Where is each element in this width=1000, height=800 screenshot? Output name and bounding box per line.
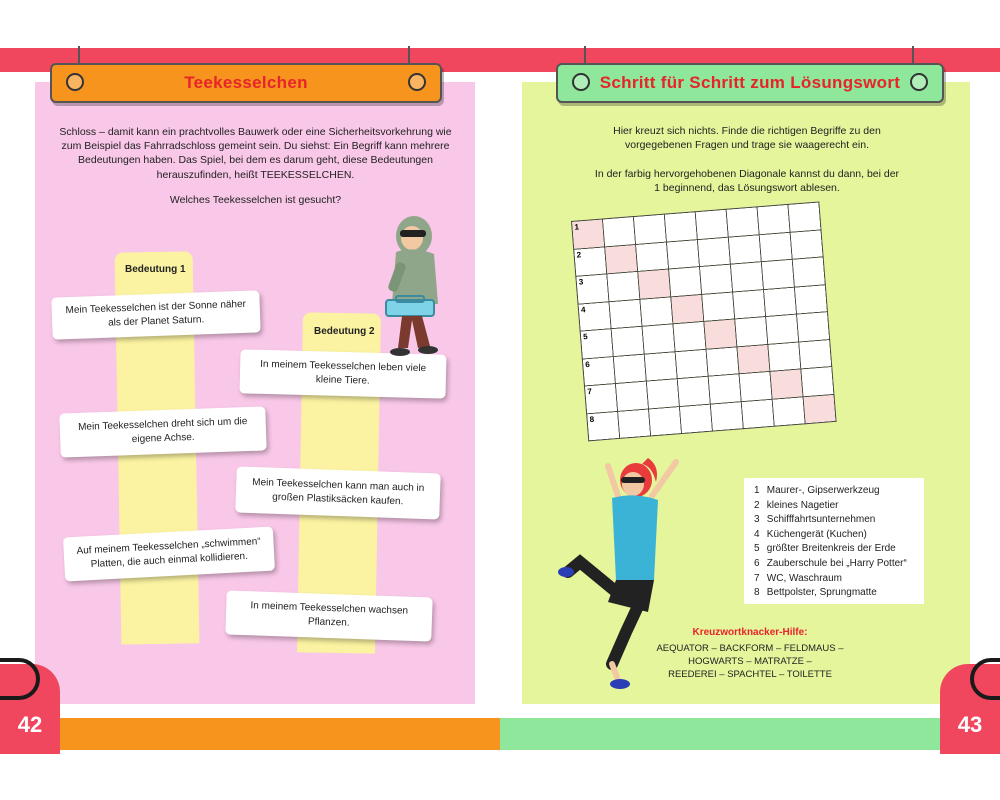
scribble-decoration	[970, 658, 1000, 700]
grid-cell[interactable]	[770, 369, 803, 399]
row-number: 7	[587, 386, 593, 397]
grid-cell[interactable]	[794, 284, 827, 314]
instructions-text: In der farbig hervorgehobenen Diagonale kannst du dann, bei der 1 beginnend, das Lösungswort ablesen.	[594, 168, 900, 195]
helper-line: AEQUATOR – BACKFORM – FELDMAUS –	[656, 643, 844, 654]
meaning-card: In meinem Teekesselchen leben viele kleine Tiere.	[239, 349, 446, 398]
grid-cell[interactable]	[763, 287, 796, 317]
grid-cell[interactable]	[669, 267, 702, 297]
page-title: Schritt für Schritt zum Lösungswort	[599, 73, 901, 92]
grid-cell[interactable]	[580, 329, 613, 359]
clue-item: 2 kleines Nagetier	[754, 499, 839, 511]
page-corner-left	[0, 664, 60, 754]
page-number-left: 42	[17, 712, 43, 737]
grid-cell[interactable]	[609, 299, 642, 329]
grid-cell[interactable]	[796, 312, 829, 342]
clue-item: 5 größter Breitenkreis der Erde	[754, 543, 896, 555]
grid-cell[interactable]	[675, 349, 708, 379]
helper-title: Kreuzwortknacker-Hilfe:	[692, 627, 808, 638]
grid-cell[interactable]	[644, 351, 677, 381]
grid-cell[interactable]	[728, 234, 761, 264]
grid-cell[interactable]	[730, 262, 763, 292]
clue-item: 3 Schifffahrtsunternehmen	[754, 514, 876, 526]
grid-cell[interactable]	[702, 292, 735, 322]
title-sign-left	[50, 63, 442, 103]
grid-cell[interactable]	[642, 324, 675, 354]
grid-cell[interactable]	[697, 237, 730, 267]
grid-cell[interactable]	[679, 404, 712, 434]
grid-cell[interactable]	[611, 326, 644, 356]
grid-cell[interactable]	[582, 356, 615, 386]
grid-cell[interactable]	[578, 301, 611, 331]
grid-cell[interactable]	[803, 394, 836, 424]
grid-cell[interactable]	[792, 257, 825, 287]
grid-cell[interactable]	[761, 259, 794, 289]
grid-cell[interactable]	[646, 379, 679, 409]
bottom-band-left	[0, 718, 500, 750]
grid-cell[interactable]	[615, 381, 648, 411]
grid-cell[interactable]	[759, 232, 792, 262]
grid-cell[interactable]	[576, 274, 609, 304]
page-corner-right	[940, 664, 1000, 754]
grid-cell[interactable]	[801, 366, 834, 396]
nail-icon	[66, 73, 84, 91]
grid-cell[interactable]	[677, 376, 710, 406]
thief-kid-illustration	[378, 212, 448, 362]
grid-cell[interactable]	[790, 229, 823, 259]
grid-cell[interactable]	[607, 271, 640, 301]
grid-cell[interactable]	[602, 217, 635, 247]
meaning-card: Auf meinem Teekesselchen „schwimmen“ Platten, die auch einmal kollidieren.	[63, 527, 275, 582]
grid-cell[interactable]	[708, 374, 741, 404]
row-number: 1	[574, 222, 580, 232]
nail-icon	[910, 73, 928, 91]
clue-item: 4 Küchengerät (Kuchen)	[754, 528, 867, 540]
clue-item: 1 Maurer-, Gipserwerkzeug	[754, 485, 880, 496]
crossword-grid	[571, 201, 837, 441]
nail-icon	[572, 73, 590, 91]
grid-cell[interactable]	[638, 269, 671, 299]
grid-cell[interactable]	[584, 384, 617, 414]
clue-list	[744, 478, 924, 604]
helper-words	[610, 642, 890, 681]
meaning-card: Mein Teekesselchen dreht sich um die eigene Achse.	[59, 406, 266, 457]
grid-cell[interactable]	[640, 296, 673, 326]
meaning-card: Mein Teekesselchen ist der Sonne näher als der Planet Saturn.	[51, 290, 260, 339]
grid-cell[interactable]	[710, 401, 743, 431]
meaning-card: In meinem Teekesselchen wachsen Pflanzen.	[225, 590, 432, 641]
grid-cell[interactable]	[768, 342, 801, 372]
clue-item: 8 Bettpolster, Sprungmatte	[754, 587, 877, 599]
grid-cell[interactable]	[733, 289, 766, 319]
grid-cell[interactable]	[737, 344, 770, 374]
row-number: 3	[578, 277, 584, 287]
grid-cell[interactable]	[726, 207, 759, 237]
grid-cell[interactable]	[695, 209, 728, 239]
title-sign-right	[556, 63, 944, 103]
page-number-right: 43	[957, 712, 983, 737]
scribble-decoration	[0, 658, 40, 700]
helper-line: HOGWARTS – MATRATZE –	[688, 656, 812, 667]
page-title: Teekesselchen	[184, 73, 308, 92]
instructions-text: Hier kreuzt sich nichts. Finde die richtigen Begriffe zu den vorgegebenen Fragen und trage sie waagerecht ein.	[613, 125, 881, 152]
row-number: 5	[582, 332, 588, 342]
grid-cell[interactable]	[613, 354, 646, 384]
grid-cell[interactable]	[673, 321, 706, 351]
nail-icon	[408, 73, 426, 91]
row-number: 6	[584, 359, 591, 369]
question-text: Welches Teekesselchen ist gesucht?	[169, 194, 342, 206]
grid-cell[interactable]	[704, 319, 737, 349]
row-number: 8	[589, 414, 595, 424]
grid-cell[interactable]	[772, 396, 805, 426]
grid-cell[interactable]	[633, 214, 666, 244]
grid-cell[interactable]	[664, 212, 697, 242]
meaning2-label: Bedeutung 2	[314, 326, 375, 337]
grid-cell[interactable]	[757, 204, 790, 234]
intro-text: Schloss – damit kann ein prachtvolles Bauwerk oder eine Sicherheitsvorkehrung wie zum Beispiel das Fahrradschloss gemeint sein. Du siehst: Ein Begriff kann mehrere Bedeutungen haben. Das Spiel, bei dem es darum geht, diese Bedeutungen herauszufinden, heißt TEEKESSELCHEN.	[59, 126, 452, 181]
grid-cell[interactable]	[587, 411, 620, 441]
bottom-band-right	[500, 718, 1000, 750]
grid-cell[interactable]	[766, 314, 799, 344]
grid-cell[interactable]	[572, 219, 605, 249]
helper-line: REEDEREI – SPACHTEL – TOILETTE	[668, 669, 832, 680]
grid-cell[interactable]	[574, 246, 607, 276]
clue-item: 7 WC, Waschraum	[754, 572, 842, 584]
grid-cell[interactable]	[706, 346, 739, 376]
clue-item: 6 Zauberschule bei „Harry Potter“	[754, 557, 907, 569]
grid-cell[interactable]	[636, 242, 669, 272]
grid-cell[interactable]	[741, 399, 774, 429]
row-number: 4	[580, 304, 586, 314]
grid-cell[interactable]	[618, 409, 651, 439]
meaning1-label: Bedeutung 1	[125, 264, 186, 275]
row-number: 2	[576, 249, 582, 260]
grid-cell[interactable]	[788, 202, 821, 232]
grid-cell[interactable]	[648, 406, 681, 436]
grid-cell[interactable]	[666, 239, 699, 269]
grid-cell[interactable]	[699, 264, 732, 294]
grid-cell[interactable]	[739, 371, 772, 401]
meaning-card: Mein Teekesselchen kann man auch in großen Plastiksäcken kaufen.	[235, 466, 440, 519]
grid-cell[interactable]	[605, 244, 638, 274]
grid-cell[interactable]	[799, 339, 832, 369]
grid-cell[interactable]	[671, 294, 704, 324]
grid-cell[interactable]	[735, 317, 768, 347]
